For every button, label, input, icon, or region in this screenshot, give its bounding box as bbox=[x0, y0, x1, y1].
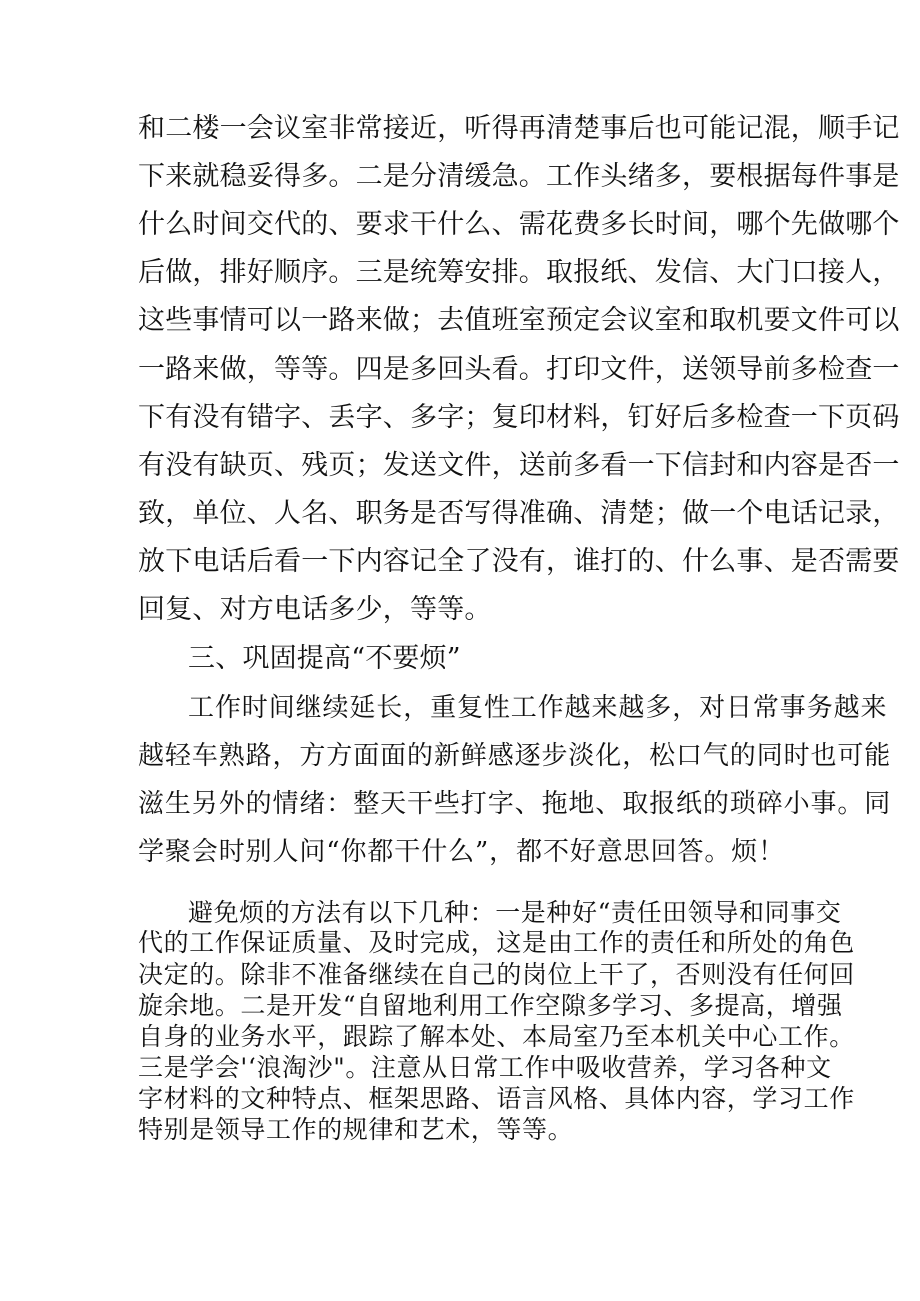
paragraph-line: 字材料的文种特点、框架思路、语言风格、具体内容，学习工作 bbox=[138, 1084, 855, 1113]
paragraph-line: 避免烦的方法有以下几种：一是种好“责任田领导和同事交 bbox=[188, 898, 842, 927]
paragraph-line: 越轻车熟路，方方面面的新鲜感逐步淡化，松口气的同时也可能 bbox=[138, 741, 892, 771]
paragraph-line: 学聚会时别人问“你都干什么”，都不好意思回答。烦！ bbox=[138, 837, 786, 867]
paragraph-line: 这些事情可以一路来做；去值班室预定会议室和取机要文件可以 bbox=[138, 305, 900, 336]
paragraph-line: 旋余地。二是开发“自留地利用工作空隙多学习、多提高，增强 bbox=[138, 991, 843, 1020]
paragraph-line: 什么时间交代的、要求干什么、需花费多长时间，哪个先做哪个 bbox=[138, 209, 900, 240]
paragraph-line: 和二楼一会议室非常接近，听得再清楚事后也可能记混，顺手记 bbox=[138, 113, 900, 144]
paragraph-line: 工作时间继续延长，重复性工作越来越多，对日常事务越来 bbox=[188, 693, 888, 723]
paragraph-line: 下有没有错字、丢字、多字；复印材料，钉好后多检查一下页码 bbox=[138, 402, 900, 433]
paragraph-line: 三是学会'‘浪淘沙"。注意从日常工作中吸收营养，学习各种文 bbox=[138, 1053, 832, 1082]
paragraph-line: 致，单位、人名、职务是否写得准确、清楚；做一个电话记录， bbox=[138, 498, 900, 529]
paragraph-line: 代的工作保证质量、及时完成，这是由工作的责任和所处的角色 bbox=[138, 928, 855, 957]
paragraph-line: 回复、对方电话多少，等等。 bbox=[138, 594, 492, 625]
paragraph-line: 一路来做，等等。四是多回头看。打印文件，送领导前多检查一 bbox=[138, 354, 900, 385]
paragraph-line: 滋生另外的情绪：整天干些打字、拖地、取报纸的琐碎小事。同 bbox=[138, 789, 892, 819]
paragraph-line: 决定的。除非不准备继续在自己的岗位上干了，否则没有任何回 bbox=[138, 960, 855, 989]
paragraph-line: 后做，排好顺序。三是统筹安排。取报纸、发信、大门口接人， bbox=[138, 257, 900, 288]
paragraph-line: 有没有缺页、残页；发送文件，送前多看一下信封和内容是否一 bbox=[138, 450, 900, 481]
paragraph-line: 自身的业务水平，跟踪了解本处、本局室乃至本机关中心工作。 bbox=[138, 1022, 855, 1051]
paragraph-line: 放下电话后看一下内容记全了没有，谁打的、什么事、是否需要 bbox=[138, 546, 900, 577]
paragraph-line: 特别是领导工作的规律和艺术，等等。 bbox=[138, 1115, 574, 1144]
section-heading: 三、巩固提高“不要烦” bbox=[188, 643, 461, 674]
paragraph-line: 下来就稳妥得多。二是分清缓急。工作头绪多，要根据每件事是 bbox=[138, 161, 900, 192]
